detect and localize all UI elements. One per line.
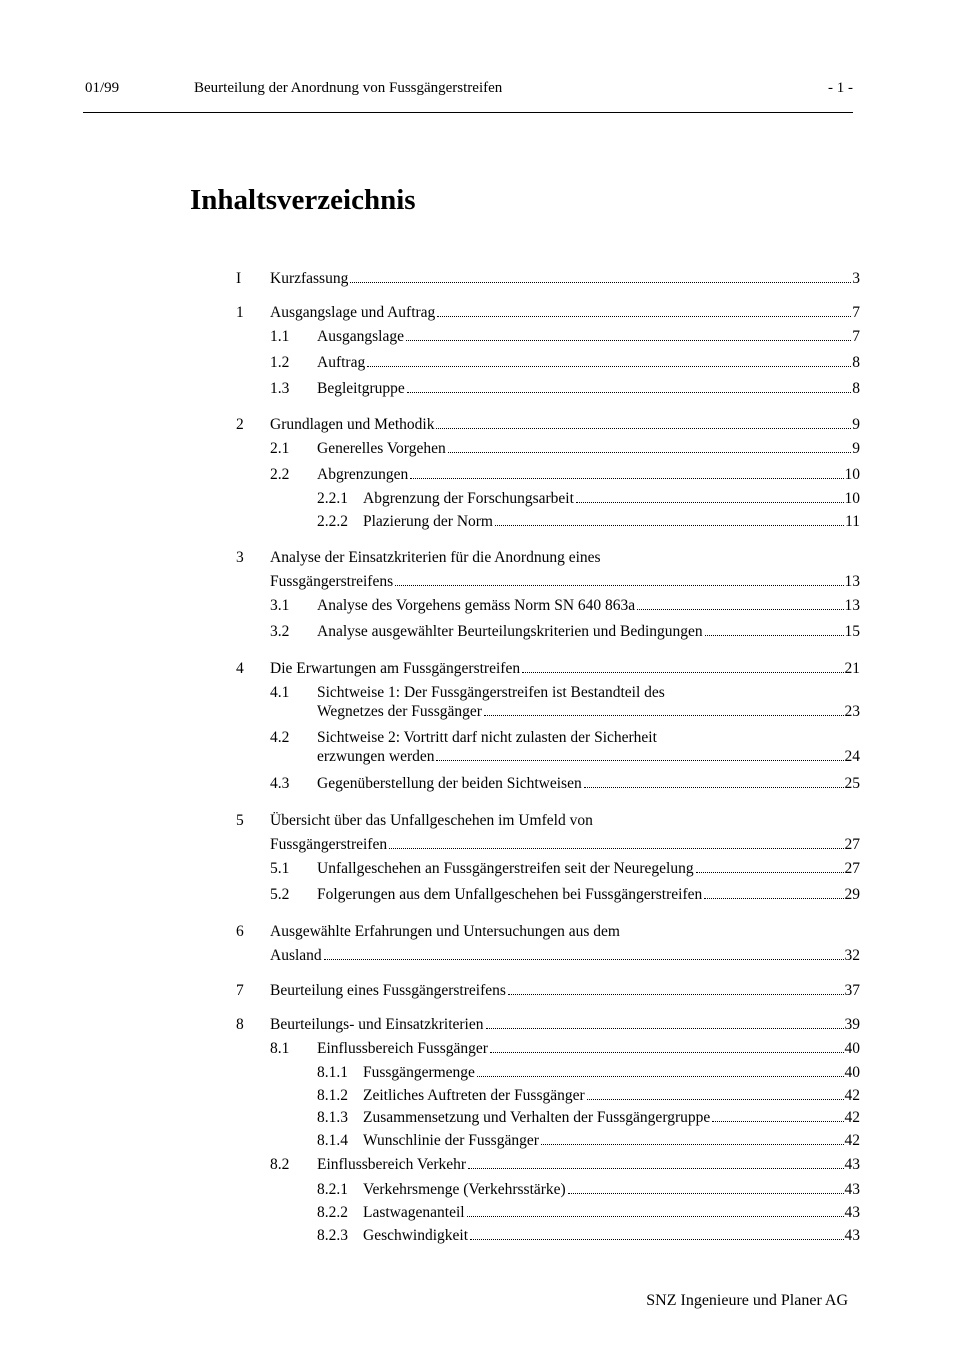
toc-entry[interactable]: [270, 835, 860, 855]
toc-entry-page: 3: [852, 270, 860, 287]
toc-entry-page: 15: [844, 623, 860, 640]
toc-entry-title: Fussgängerstreifens: [270, 573, 394, 590]
toc-entry-number: 8.1.4: [317, 1132, 348, 1149]
toc-entry-page: 13: [844, 573, 860, 590]
dot-leader: [637, 609, 843, 610]
toc-entry-title: Folgerungen aus dem Unfallgeschehen bei Fussgängerstreifen: [317, 886, 703, 903]
toc-entry-title: Geschwindigkeit: [363, 1227, 469, 1244]
dot-leader: [437, 316, 851, 317]
toc-entry[interactable]: [270, 885, 860, 905]
toc-entry-page: 43: [844, 1156, 860, 1173]
toc-entry-page: 29: [844, 886, 860, 903]
toc-entry-page: 27: [844, 860, 860, 877]
toc-entry[interactable]: [270, 774, 860, 794]
dot-leader: [584, 787, 844, 788]
toc-entry-title: Einflussbereich Verkehr: [317, 1156, 467, 1173]
toc-entry-number: 8.1.1: [317, 1064, 348, 1081]
toc-entry[interactable]: [317, 702, 860, 722]
toc-entry-title: Generelles Vorgehen: [317, 440, 446, 457]
toc-entry[interactable]: [317, 747, 860, 767]
toc-entry-title: Ausgewählte Erfahrungen und Untersuchungen aus dem: [270, 923, 620, 940]
dot-leader: [568, 1193, 844, 1194]
toc-entry[interactable]: [270, 439, 860, 459]
toc-entry-title: Ausland: [270, 947, 322, 964]
dot-leader: [350, 282, 851, 283]
dot-leader: [495, 525, 844, 526]
toc-entry-number: 3.1: [270, 597, 290, 614]
toc-entry-number: 8: [236, 1016, 244, 1033]
toc-entry-page: 13: [844, 597, 860, 614]
toc-entry-page: 37: [844, 982, 860, 999]
toc-entry-title: Übersicht über das Unfallgeschehen im Umfeld von: [270, 812, 593, 829]
toc-entry[interactable]: [317, 1063, 860, 1083]
toc-entry-number: 7: [236, 982, 244, 999]
toc-entry[interactable]: [236, 659, 860, 679]
toc-entry-title: Fussgängerstreifen: [270, 836, 388, 853]
dot-leader: [367, 366, 851, 367]
toc-entry[interactable]: [270, 572, 860, 592]
toc-entry[interactable]: [236, 269, 860, 289]
toc-entry-page: 7: [852, 304, 860, 321]
toc-entry-number: 4: [236, 660, 244, 677]
toc-entry-title: Abgrenzungen: [317, 466, 409, 483]
toc-entry-number: 4.2: [270, 729, 290, 746]
toc-entry-title: Sichtweise 2: Vortritt darf nicht zulasten der Sicherheit: [317, 729, 657, 746]
dot-leader: [324, 959, 844, 960]
toc-entry[interactable]: [270, 622, 860, 642]
toc-entry[interactable]: [317, 1180, 860, 1200]
toc-entry-title: Unfallgeschehen an Fussgängerstreifen seit der Neuregelung: [317, 860, 694, 877]
toc-entry-number: 1.3: [270, 380, 290, 397]
toc-entry-title: Abgrenzung der Forschungsarbeit: [363, 490, 574, 507]
dot-leader: [470, 1239, 843, 1240]
dot-leader: [477, 1076, 844, 1077]
toc-entry-title: Begleitgruppe: [317, 380, 405, 397]
toc-entry-title: Kurzfassung: [270, 270, 349, 287]
toc-entry[interactable]: [270, 946, 860, 966]
toc-entry-number: 8.2: [270, 1156, 290, 1173]
toc-entry-number: 8.1.3: [317, 1109, 348, 1126]
toc-entry-page: 11: [845, 513, 860, 530]
toc-entry-page: 25: [844, 775, 860, 792]
toc-entry-title: Die Erwartungen am Fussgängerstreifen: [270, 660, 521, 677]
dot-leader: [410, 478, 843, 479]
dot-leader: [712, 1121, 843, 1122]
toc-entry-number: 1: [236, 304, 244, 321]
dot-leader: [486, 1028, 844, 1029]
toc-entry[interactable]: [317, 1108, 860, 1128]
toc-entry-number: 3.2: [270, 623, 290, 640]
toc-entry[interactable]: [317, 1131, 860, 1151]
toc-entry[interactable]: [270, 728, 860, 748]
toc-entry-page: 39: [844, 1016, 860, 1033]
toc-entry[interactable]: [236, 811, 860, 831]
dot-leader: [436, 428, 851, 429]
toc-entry-page: 8: [852, 380, 860, 397]
toc-entry-title: Beurteilungs- und Einsatzkriterien: [270, 1016, 484, 1033]
toc-entry[interactable]: [270, 465, 860, 485]
toc-entry[interactable]: [236, 922, 860, 942]
toc-entry-page: 9: [852, 440, 860, 457]
toc-entry-page: 10: [844, 490, 860, 507]
toc-entry[interactable]: [270, 327, 860, 347]
dot-leader: [587, 1099, 844, 1100]
toc-entry[interactable]: [270, 683, 860, 703]
toc-entry-title: erzwungen werden: [317, 748, 435, 765]
toc-entry-number: 8.1: [270, 1040, 290, 1057]
toc-entry-title: Analyse der Einsatzkriterien für die Anordnung eines: [270, 549, 601, 566]
toc-entry-number: 1.2: [270, 354, 290, 371]
toc-entry-title: Zusammensetzung und Verhalten der Fussgängergruppe: [363, 1109, 711, 1126]
footer-company: SNZ Ingenieure und Planer AG: [646, 1292, 848, 1309]
toc-entry[interactable]: [270, 596, 860, 616]
dot-leader: [705, 635, 844, 636]
toc-entry[interactable]: [270, 353, 860, 373]
toc-entry-title: Auftrag: [317, 354, 366, 371]
toc-entry-number: 2.2.1: [317, 490, 348, 507]
dot-leader: [406, 340, 851, 341]
toc-entry-number: 5.1: [270, 860, 290, 877]
toc-entry-title: Beurteilung eines Fussgängerstreifens: [270, 982, 506, 999]
toc-entry[interactable]: [317, 1086, 860, 1106]
toc-entry-page: 32: [844, 947, 860, 964]
toc-entry-number: 5.2: [270, 886, 290, 903]
dot-leader: [484, 715, 844, 716]
dot-leader: [468, 1168, 843, 1169]
toc-entry-number: 2.1: [270, 440, 290, 457]
toc-entry-title: Einflussbereich Fussgänger: [317, 1040, 488, 1057]
toc-entry-number: 8.2.3: [317, 1227, 348, 1244]
toc-entry-page: 24: [844, 748, 860, 765]
dot-leader: [704, 898, 843, 899]
toc-entry[interactable]: [317, 1226, 860, 1246]
toc-entry-title: Wunschlinie der Fussgänger: [363, 1132, 539, 1149]
toc-entry-number: 8.1.2: [317, 1087, 348, 1104]
dot-leader: [508, 994, 844, 995]
toc-entry-title: Analyse des Vorgehens gemäss Norm SN 640 863a: [317, 597, 636, 614]
toc-entry-page: 7: [852, 328, 860, 345]
toc-entry-number: 8.2.2: [317, 1204, 348, 1221]
toc-entry-page: 9: [852, 416, 860, 433]
toc-entry-page: 27: [844, 836, 860, 853]
toc-entry[interactable]: [317, 489, 860, 509]
dot-leader: [407, 392, 851, 393]
toc-entry-number: 6: [236, 923, 244, 940]
toc-entry-page: 40: [844, 1064, 860, 1081]
header-date: 01/99: [85, 80, 120, 96]
toc-entry-page: 40: [844, 1040, 860, 1057]
toc-entry-page: 23: [844, 703, 860, 720]
toc-entry[interactable]: [236, 1015, 860, 1035]
toc-entry-page: 42: [844, 1087, 860, 1104]
toc-entry[interactable]: [236, 415, 860, 435]
toc-entry-page: 8: [852, 354, 860, 371]
toc-entry[interactable]: [270, 859, 860, 879]
dot-leader: [448, 452, 852, 453]
dot-leader: [436, 760, 843, 761]
toc-entry[interactable]: [270, 1155, 860, 1175]
toc-entry-number: 4.1: [270, 684, 290, 701]
toc-entry-number: 8.2.1: [317, 1181, 348, 1198]
dot-leader: [389, 848, 843, 849]
toc-entry-title: Analyse ausgewählter Beurteilungskriterien und Bedingungen: [317, 623, 703, 640]
toc-entry-page: 43: [844, 1204, 860, 1221]
dot-leader: [467, 1216, 844, 1217]
toc-entry[interactable]: [317, 1203, 860, 1223]
page-title: Inhaltsverzeichnis: [190, 184, 416, 216]
toc-entry-title: Lastwagenanteil: [363, 1204, 465, 1221]
toc-entry-page: 43: [844, 1227, 860, 1244]
toc-entry[interactable]: [236, 303, 860, 323]
dot-leader: [576, 502, 844, 503]
header-page-number: - 1 -: [828, 80, 853, 96]
toc-entry-number: 2: [236, 416, 244, 433]
toc-entry-number: 4.3: [270, 775, 290, 792]
toc-entry-title: Grundlagen und Methodik: [270, 416, 435, 433]
toc-entry[interactable]: [236, 981, 860, 1001]
toc-entry[interactable]: [317, 512, 860, 532]
toc-entry-page: 21: [844, 660, 860, 677]
header-title: Beurteilung der Anordnung von Fussgängerstreifen: [194, 80, 503, 96]
toc-entry[interactable]: [270, 379, 860, 399]
toc-entry[interactable]: [236, 548, 860, 568]
toc-entry-number: 5: [236, 812, 244, 829]
toc-entry-page: 42: [844, 1132, 860, 1149]
dot-leader: [395, 585, 843, 586]
dot-leader: [522, 672, 843, 673]
toc-entry-title: Wegnetzes der Fussgänger: [317, 703, 482, 720]
toc-entry-title: Ausgangslage und Auftrag: [270, 304, 436, 321]
dot-leader: [490, 1052, 844, 1053]
dot-leader: [541, 1144, 844, 1145]
toc-entry-title: Ausgangslage: [317, 328, 404, 345]
toc-entry[interactable]: [270, 1039, 860, 1059]
toc-entry-page: 43: [844, 1181, 860, 1198]
toc-entry-number: I: [236, 270, 242, 287]
toc-entry-number: 2.2: [270, 466, 290, 483]
toc-entry-title: Zeitliches Auftreten der Fussgänger: [363, 1087, 585, 1104]
toc-entry-title: Sichtweise 1: Der Fussgängerstreifen ist Bestandteil des: [317, 684, 665, 701]
toc-entry-page: 42: [844, 1109, 860, 1126]
toc-entry-title: Fussgängermenge: [363, 1064, 475, 1081]
toc-entry-page: 10: [844, 466, 860, 483]
dot-leader: [696, 872, 844, 873]
toc-entry-number: 3: [236, 549, 244, 566]
toc-entry-number: 2.2.2: [317, 513, 348, 530]
toc-entry-title: Verkehrsmenge (Verkehrsstärke): [363, 1181, 566, 1198]
toc-entry-title: Gegenüberstellung der beiden Sichtweisen: [317, 775, 582, 792]
toc-entry-title: Plazierung der Norm: [363, 513, 493, 530]
toc-entry-number: 1.1: [270, 328, 290, 345]
